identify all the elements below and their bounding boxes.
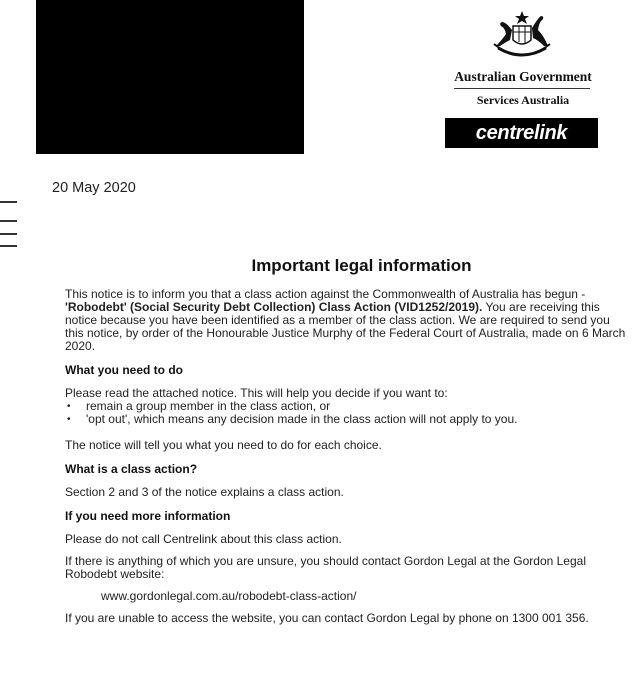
todo-lead: Please read the attached notice. This will help you decide if you want to: xyxy=(65,386,448,400)
agency-name: Services Australia xyxy=(476,93,570,107)
options-list xyxy=(65,400,630,426)
intro-text-continued: You are receiving this notice because you have been identified as a member of the class action. We are required to send you this notice, by order of the Honourable Justice Murphy of the Federal Court of Australia, made on 6 March 2020. xyxy=(65,300,626,353)
letter-date: 20 May 2020 xyxy=(52,180,136,196)
class-action-name: 'Robodebt' (Social Security Debt Collection) Class Action (VID1252/2019). xyxy=(65,300,483,314)
section-heading-more-info: If you need more information xyxy=(65,509,231,523)
centrelink-logo: centrelink xyxy=(445,118,598,148)
section-heading-what-is: What is a class action? xyxy=(65,462,198,476)
more-info-line2: If there is anything of which you are unsure, you should contact Gordon Legal at the Gordon Legal Robodebt website: xyxy=(65,554,586,581)
fold-mark xyxy=(0,233,17,235)
what-is-text: Section 2 and 3 of the notice explains a class action. xyxy=(65,485,344,499)
gordon-legal-url[interactable]: www.gordonlegal.com.au/robodebt-class-action/ xyxy=(101,589,357,603)
header-divider xyxy=(454,88,590,89)
letter-body xyxy=(65,288,630,625)
coat-of-arms-icon xyxy=(484,10,560,62)
redacted-address-block xyxy=(36,0,304,154)
section-heading-todo: What you need to do xyxy=(65,363,183,377)
intro-text: This notice is to inform you that a class action against the Commonwealth of Australia has begun - xyxy=(65,287,586,301)
list-item: • remain a group member in the class action, or xyxy=(65,400,630,413)
list-item: • 'opt out', which means any decision made in the class action will not apply to you. xyxy=(65,413,630,426)
more-info-line1: Please do not call Centrelink about this class action. xyxy=(65,532,342,546)
government-name: Australian Government xyxy=(454,69,592,84)
page-title: Important legal information xyxy=(251,256,472,275)
fold-mark xyxy=(0,220,17,222)
fold-mark xyxy=(0,245,17,247)
todo-closing: The notice will tell you what you need to do for each choice. xyxy=(65,438,382,452)
intro-paragraph xyxy=(65,288,630,353)
fold-mark xyxy=(0,201,17,203)
more-info-line3: If you are unable to access the website, you can contact Gordon Legal by phone on 1300 001 356. xyxy=(65,611,589,625)
